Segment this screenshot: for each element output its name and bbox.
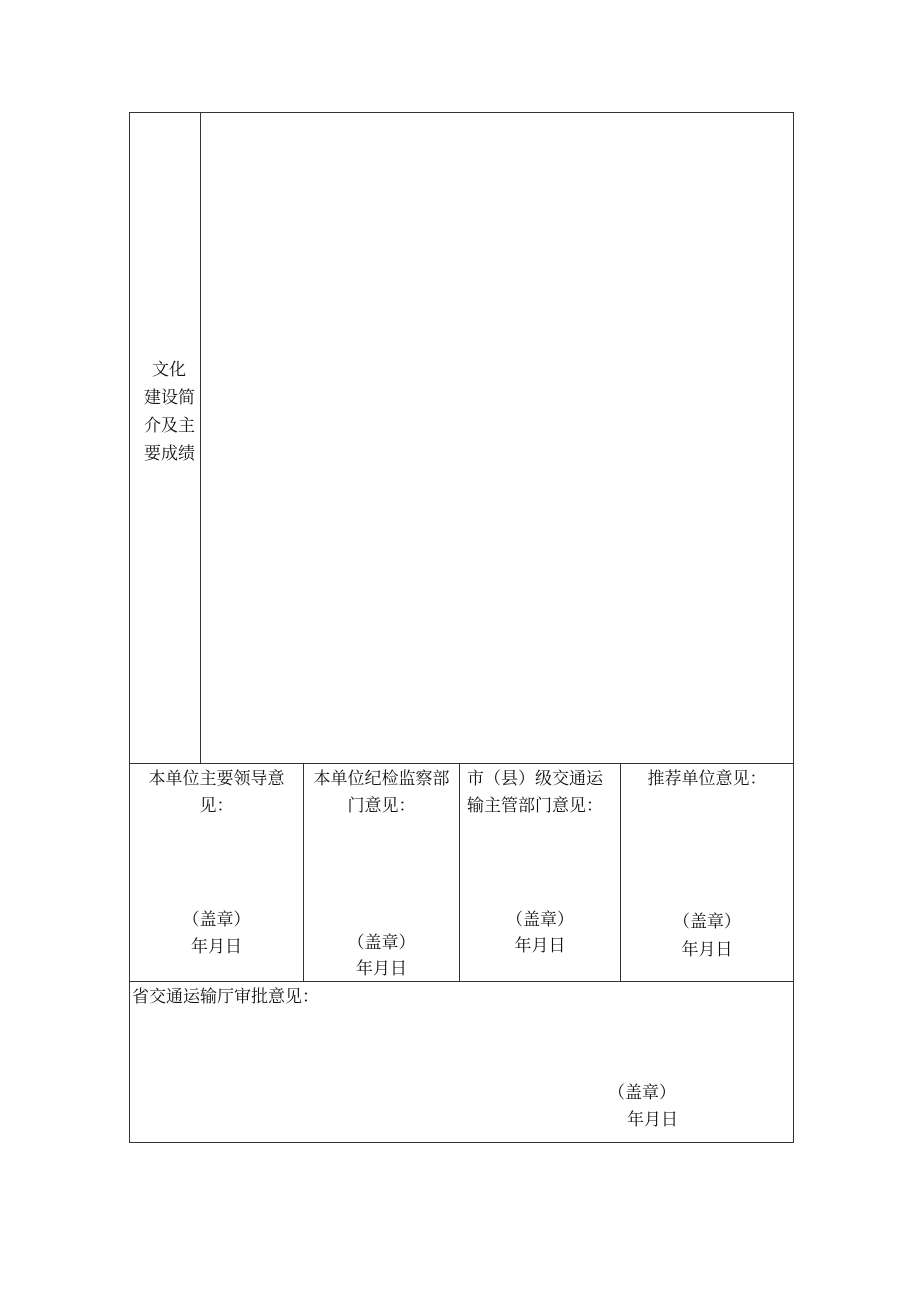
opinion-heading-line2: 门意见： — [347, 796, 416, 816]
opinion-heading-line2: 输主管部门意见： — [467, 796, 603, 816]
seal-label: （盖章） — [347, 933, 416, 953]
seal-label: （盖章） — [608, 1083, 676, 1103]
date-label: 年月日 — [191, 937, 242, 957]
opinion-cell-recommending-unit[interactable] — [621, 764, 793, 981]
approval-cell-provincial-dept[interactable] — [130, 982, 793, 1142]
opinion-heading-line2: 见： — [199, 796, 234, 816]
opinion-heading: 推荐单位意见： — [647, 769, 767, 789]
date-label: 年月日 — [627, 1110, 678, 1130]
opinion-cell-city-transport-dept[interactable] — [460, 764, 620, 981]
date-label: 年月日 — [356, 959, 407, 979]
opinion-heading-line1: 市（县）级交通运 — [467, 769, 603, 789]
intro-content-area[interactable] — [202, 114, 792, 763]
opinion-heading-line1: 本单位主要领导意 — [148, 769, 285, 789]
table-border-top — [129, 112, 794, 113]
table-border-bottom — [129, 1142, 794, 1143]
intro-label: 文化建设简介及主要成绩 — [144, 360, 195, 464]
opinion-heading-line1: 本单位纪检监察部 — [313, 769, 450, 789]
seal-label: （盖章） — [673, 912, 741, 932]
table-border-right — [793, 112, 794, 1143]
label-column-divider — [200, 112, 201, 764]
seal-label: （盖章） — [506, 910, 574, 930]
date-label: 年月日 — [681, 940, 733, 960]
approval-heading: 省交通运输厅审批意见： — [132, 987, 319, 1007]
seal-label: （盖章） — [182, 910, 251, 930]
opinion-cell-unit-leader[interactable] — [130, 764, 303, 981]
opinion-cell-discipline-inspection[interactable] — [304, 764, 459, 981]
date-label: 年月日 — [514, 936, 566, 956]
